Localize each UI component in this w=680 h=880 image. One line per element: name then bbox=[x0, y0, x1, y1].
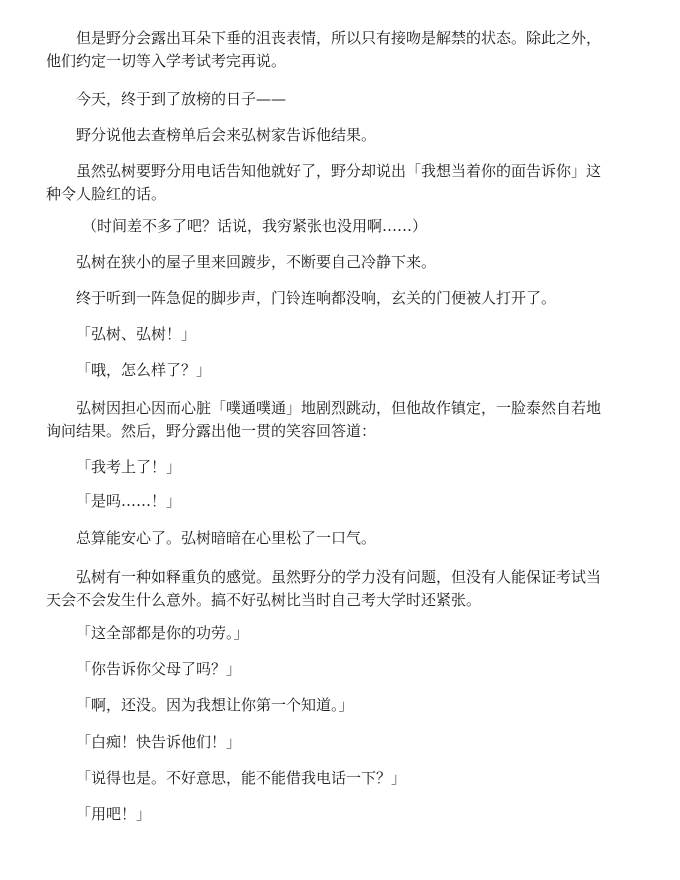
paragraph-2 bbox=[76, 88, 642, 111]
paragraph-line: 野分说他去查榜单后会来弘树家告诉他结果。 bbox=[76, 126, 377, 144]
paragraph-line: 「你告诉你父母了吗？」 bbox=[76, 660, 242, 678]
paragraph-line: （时间差不多了吧？话说，我穷紧张也没用啊……） bbox=[82, 217, 428, 235]
paragraph-line: 「弘树、弘树！」 bbox=[76, 325, 197, 343]
paragraph-line: 「说得也是。不好意思，能不能借我电话一下？」 bbox=[76, 769, 407, 787]
paragraph-line: 他们约定一切等入学考试考完再说。 bbox=[46, 52, 287, 70]
paragraph-line: 弘树因担心因而心脏「噗通噗通」地剧烈跳动，但他故作镇定，一脸泰然自若地 bbox=[76, 399, 602, 417]
paragraph-line: 总算能安心了。弘树暗暗在心里松了一口气。 bbox=[76, 529, 377, 547]
paragraph-7 bbox=[76, 287, 642, 310]
paragraph-14 bbox=[46, 566, 642, 612]
paragraph-18 bbox=[76, 731, 642, 754]
paragraph-16 bbox=[76, 658, 642, 681]
paragraph-line: 「白痴！快告诉他们！」 bbox=[76, 733, 242, 751]
paragraph-17 bbox=[76, 694, 642, 717]
paragraph-line: 「用吧！」 bbox=[76, 805, 152, 823]
paragraph-11 bbox=[76, 456, 642, 479]
paragraph-line: 询问结果。然后，野分露出他一贯的笑容回答道： bbox=[46, 422, 377, 440]
paragraph-20 bbox=[76, 803, 642, 826]
paragraph-line: 今天，终于到了放榜的日子—— bbox=[76, 90, 287, 108]
paragraph-line: 弘树在狭小的屋子里来回踱步，不断要自己冷静下来。 bbox=[76, 253, 437, 271]
paragraph-15 bbox=[76, 622, 642, 645]
paragraph-line: 「是吗……！」 bbox=[76, 492, 182, 510]
paragraph-9 bbox=[76, 359, 642, 382]
paragraph-line: 「啊，还没。因为我想让你第一个知道。」 bbox=[76, 696, 354, 714]
paragraph-line: 但是野分会露出耳朵下垂的沮丧表情，所以只有接吻是解禁的状态。除此之外， bbox=[76, 29, 602, 47]
paragraph-line: 终于听到一阵急促的脚步声，门铃连响都没响，玄关的门便被人打开了。 bbox=[76, 289, 557, 307]
paragraph-line: 虽然弘树要野分用电话告知他就好了，野分却说出「我想当着你的面告诉你」这 bbox=[76, 162, 602, 180]
paragraph-line: 「我考上了！」 bbox=[76, 458, 182, 476]
paragraph-line: 弘树有一种如释重负的感觉。虽然野分的学力没有问题，但没有人能保证考试当 bbox=[76, 568, 602, 586]
paragraph-3 bbox=[76, 124, 642, 147]
paragraph-8 bbox=[76, 323, 642, 346]
paragraph-13 bbox=[76, 527, 642, 550]
paragraph-4 bbox=[46, 160, 642, 206]
paragraph-line: 「这全部都是你的功劳。」 bbox=[76, 624, 249, 642]
paragraph-19 bbox=[76, 767, 642, 790]
paragraph-12 bbox=[76, 490, 642, 513]
paragraph-5 bbox=[82, 215, 648, 238]
paragraph-10 bbox=[46, 397, 642, 443]
paragraph-1 bbox=[46, 27, 642, 73]
paragraph-line: 种令人脸红的话。 bbox=[46, 185, 167, 203]
paragraph-6 bbox=[76, 251, 642, 274]
paragraph-line: 「哦，怎么样了？」 bbox=[76, 361, 212, 379]
paragraph-line: 天会不会发生什么意外。搞不好弘树比当时自己考大学时还紧张。 bbox=[46, 591, 482, 609]
